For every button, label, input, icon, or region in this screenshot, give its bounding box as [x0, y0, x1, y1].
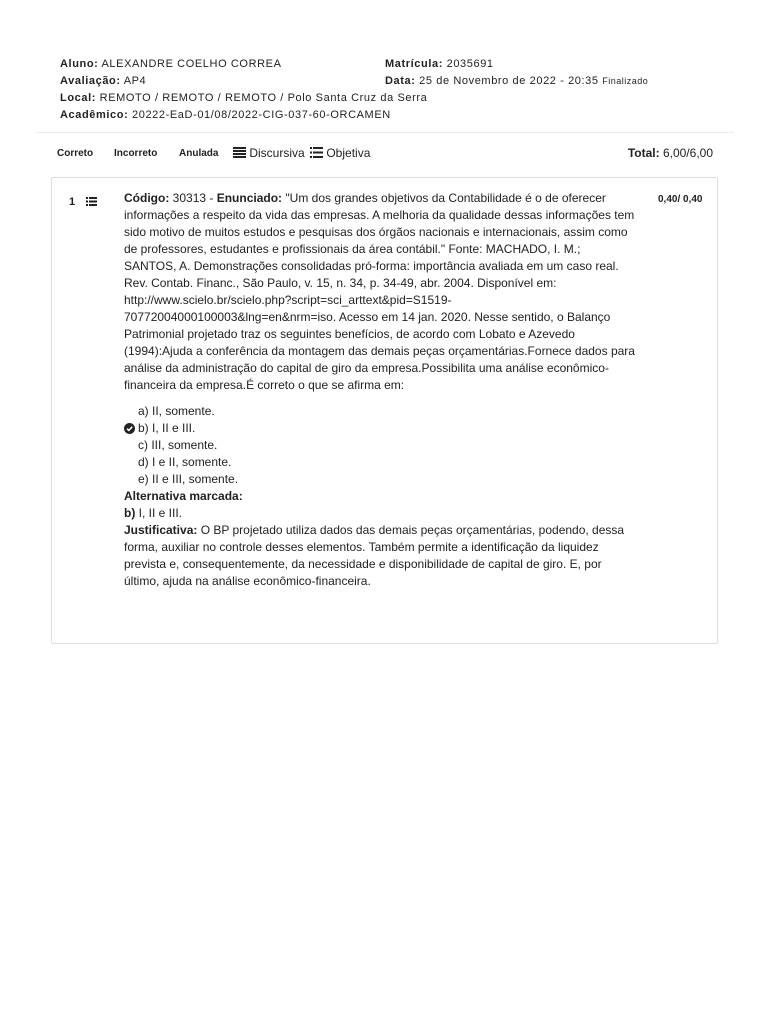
marked-answer: [124, 505, 636, 522]
question-statement: [124, 190, 636, 394]
local-value: REMOTO / REMOTO / REMOTO / Polo Santa Cruz da Serra: [99, 92, 428, 104]
data-label: Data:: [385, 75, 416, 87]
aluno-label: Aluno:: [60, 58, 99, 70]
filter-discursiva-label: Discursiva: [249, 146, 305, 160]
total-score: [628, 146, 713, 160]
filter-bar: [57, 146, 713, 164]
marked-text: I, II e III.: [138, 506, 183, 520]
list-icon: [86, 197, 97, 206]
enunciado-text: "Um dos grandes objetivos da Contabilidade é o de oferecer informações a respeito da vida das empresas. A melhoria da qualidade dessas informações tem sido motivo de muitos estudos e pesquisas dos órgãos nacionais e internacionais, assim como de professores, estudantes e profissionais da área contábil." Fonte: MACHADO, I. M.; SANTOS, A. Demonstrações consolidadas pró-forma: importância avaliada em um caso real. Rev. Contab. Financ., São Paulo, v. 15, n. 34, p. 34-49, abr. 2004. Disponível em: http://www.scielo.br/scielo.php?script=sci_arttext&pid=S1519-70772004000100003&lng=en&nrm=iso. Acesso em 14 jan. 2020. Nesse sentido, o Balanço Patrimonial projetado traz os seguintes benefícios, de acordo com Lobato e Azevedo (1994):Ajuda a conferência da montagem das demais peças orçamentárias.Fornece dados para análise da administração do capital de giro da empresa.Possibilita uma análise econômico-financeira da empresa.É correto o que se afirma em:: [124, 191, 635, 392]
avaliacao-label: Avaliação:: [60, 75, 121, 87]
filter-objetiva[interactable]: [310, 146, 370, 160]
question-card: [51, 177, 718, 644]
question-score: 0,40/ 0,40: [658, 194, 703, 205]
filter-discursiva[interactable]: [233, 146, 305, 160]
justificativa: [124, 522, 636, 590]
header-row-1: [60, 56, 740, 73]
question-body: [124, 190, 636, 590]
filter-anulada[interactable]: Anulada: [179, 148, 219, 159]
header-row-4: [60, 107, 740, 124]
academico-value: 20222-EaD-01/08/2022-CIG-037-60-ORCAMEN: [132, 109, 391, 121]
justificativa-text: O BP projetado utiliza dados das demais peças orçamentárias, podendo, dessa forma, auxiliar no controle desses elementos. Também permite a identificação da liquidez prevista e, consequentemente, da necessidade e disponibilidade de capital de giro. E, por último, ajuda na análise econômico-financeira.: [124, 523, 625, 588]
header-divider: [36, 132, 734, 133]
marked-letter: b): [124, 506, 136, 520]
aluno-value: ALEXANDRE COELHO CORREA: [101, 58, 282, 70]
matricula: [385, 56, 494, 73]
options-list: [138, 403, 636, 488]
codigo-label: Código:: [124, 191, 170, 205]
option-c: c) III, somente.: [138, 438, 218, 452]
option-e: e) II e III, somente.: [138, 472, 239, 486]
enunciado-label: Enunciado:: [216, 191, 283, 205]
data: [385, 73, 648, 90]
codigo-separator: -: [206, 191, 217, 205]
option-b-label: b) I, II e III.: [138, 421, 196, 435]
check-circle-icon: [124, 423, 135, 434]
question-number: 1: [69, 196, 76, 208]
codigo-value: 30313: [172, 191, 207, 205]
total-value: 6,00/6,00: [662, 146, 713, 160]
matricula-label: Matrícula:: [385, 58, 443, 70]
filter-objetiva-label: Objetiva: [326, 146, 371, 160]
avaliacao-value: AP4: [123, 75, 147, 87]
option-d: d) I e II, somente.: [138, 455, 232, 469]
option-b: [138, 420, 636, 437]
header-row-3: [60, 90, 740, 107]
status-finalizado: Finalizado: [602, 76, 649, 86]
total-label: Total:: [627, 146, 660, 160]
option-a: a) II, somente.: [138, 404, 215, 418]
filter-correto[interactable]: Correto: [57, 148, 94, 159]
justificativa-label: Justificativa:: [124, 523, 198, 537]
local-label: Local:: [60, 92, 96, 104]
filter-incorreto[interactable]: Incorreto: [114, 148, 158, 159]
list-icon: [233, 147, 246, 158]
marked-label: Alternativa marcada:: [124, 489, 243, 503]
list-icon: [310, 147, 323, 158]
header-row-2: [60, 73, 740, 90]
matricula-value: 2035691: [446, 58, 494, 70]
academico-label: Acadêmico:: [60, 109, 129, 121]
data-value: 25 de Novembro de 2022 - 20:35: [419, 75, 599, 87]
student-header: [60, 56, 740, 124]
